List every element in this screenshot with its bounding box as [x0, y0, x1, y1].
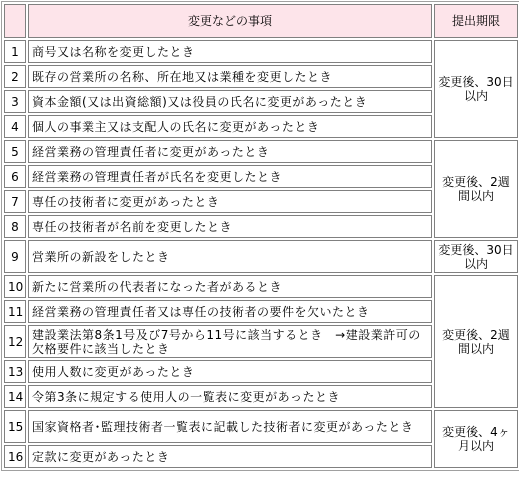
table-row: [4, 410, 518, 443]
row-number: 6: [4, 165, 26, 188]
table-row: [4, 240, 518, 273]
row-item: 商号又は名称を変更したとき: [28, 40, 432, 63]
row-number: 7: [4, 190, 26, 213]
row-number: 5: [4, 140, 26, 163]
row-item: 営業所の新設をしたとき: [28, 240, 432, 273]
row-item: 経営業務の管理責任者に変更があったとき: [28, 140, 432, 163]
row-number: 15: [4, 410, 26, 443]
header-number: [4, 4, 26, 38]
row-number: 1: [4, 40, 26, 63]
row-item: 使用人数に変更があったとき: [28, 360, 432, 383]
header-item: 変更などの事項: [28, 4, 432, 38]
row-item: 国家資格者･監理技術者一覧表に記載した技術者に変更があったとき: [28, 410, 432, 443]
row-number: 8: [4, 215, 26, 238]
row-item: 新たに営業所の代表者になった者があるとき: [28, 275, 432, 298]
table-row: [4, 40, 518, 63]
header-deadline: 提出期限: [434, 4, 518, 38]
row-item: 資本金額(又は出資総額)又は役員の氏名に変更があったとき: [28, 90, 432, 113]
row-number: 2: [4, 65, 26, 88]
row-number: 12: [4, 325, 26, 358]
row-item: 専任の技術者に変更があったとき: [28, 190, 432, 213]
row-item: 定款に変更があったとき: [28, 445, 432, 468]
row-number: 16: [4, 445, 26, 468]
row-item: 経営業務の管理責任者が氏名を変更したとき: [28, 165, 432, 188]
row-item: 建設業法第8条1号及び7号から11号に該当するとき →建設業許可の欠格要件に該当したとき: [28, 325, 432, 358]
table-row: [4, 275, 518, 298]
row-item: 個人の事業主又は支配人の氏名に変更があったとき: [28, 115, 432, 138]
row-number: 14: [4, 385, 26, 408]
table-row: [4, 140, 518, 163]
deadline-cell: 変更後、2週間以内: [434, 275, 518, 408]
row-item: 令第3条に規定する使用人の一覧表に変更があったとき: [28, 385, 432, 408]
deadline-cell: 変更後、30日以内: [434, 240, 518, 273]
row-number: 9: [4, 240, 26, 273]
deadline-cell: 変更後、30日以内: [434, 40, 518, 138]
row-number: 11: [4, 300, 26, 323]
deadline-cell: 変更後、2週間以内: [434, 140, 518, 238]
change-notification-table: [1, 1, 519, 471]
header-row: [4, 4, 518, 38]
row-item: 既存の営業所の名称、所在地又は業種を変更したとき: [28, 65, 432, 88]
row-number: 13: [4, 360, 26, 383]
row-item: 専任の技術者が名前を変更したとき: [28, 215, 432, 238]
row-number: 10: [4, 275, 26, 298]
row-item: 経営業務の管理責任者又は専任の技術者の要件を欠いたとき: [28, 300, 432, 323]
deadline-cell: 変更後、4ヶ月以内: [434, 410, 518, 468]
row-number: 3: [4, 90, 26, 113]
row-number: 4: [4, 115, 26, 138]
